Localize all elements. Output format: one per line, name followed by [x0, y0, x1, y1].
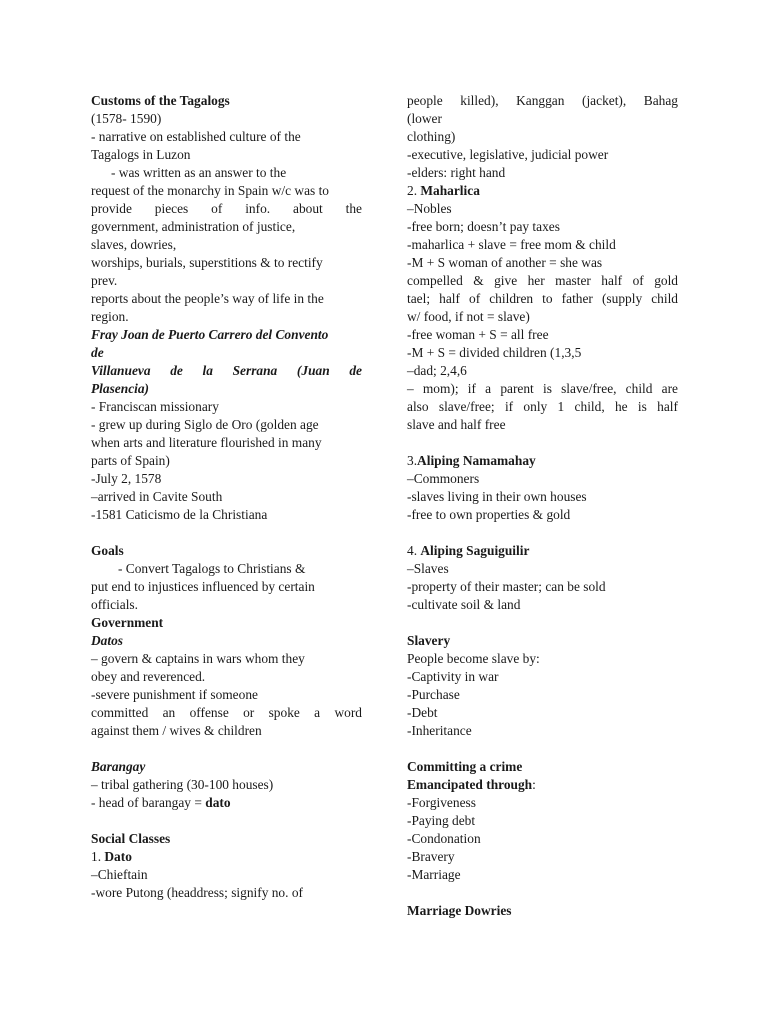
government-heading: Government: [91, 615, 164, 630]
author-line: Plasencia): [91, 381, 150, 396]
text-line: -cultivate soil & land: [407, 597, 521, 612]
list-number: 3.: [407, 453, 418, 468]
text-line: -Inheritance: [407, 723, 472, 738]
text-line: –Slaves: [407, 561, 449, 576]
barangay-heading: Barangay: [91, 759, 146, 774]
colon: :: [532, 777, 536, 792]
author-line: de: [91, 345, 104, 360]
text-line: – govern & captains in wars whom they: [91, 651, 305, 666]
namamahay-heading-line: [407, 452, 678, 470]
text-line: people killed), Kanggan (jacket), Bahag: [407, 93, 678, 108]
text-line: –arrived in Cavite South: [91, 489, 223, 504]
text-line: –dad; 2,4,6: [407, 363, 467, 378]
emancipated-heading: Emancipated through: [407, 777, 533, 792]
text-line: obey and reverenced.: [91, 669, 206, 684]
text-line: request of the monarchy in Spain w/c was to: [91, 183, 329, 198]
text-line: also slave/free; if only 1 child, he is half: [407, 399, 678, 414]
text-line: People become slave by:: [407, 651, 540, 666]
text-line: –Chieftain: [91, 867, 148, 882]
text-line: officials.: [91, 597, 138, 612]
maharlica-heading-line: [407, 182, 678, 200]
text-line: -July 2, 1578: [91, 471, 162, 486]
maharlica-heading: Maharlica: [420, 183, 480, 198]
text-line: slaves, dowries,: [91, 237, 177, 252]
list-number: 2.: [407, 183, 421, 198]
text-line: parts of Spain): [91, 453, 170, 468]
spacer: [407, 434, 678, 452]
document-title: Customs of the Tagalogs: [91, 93, 230, 108]
datos-heading: Datos: [91, 633, 123, 648]
text-line: -executive, legislative, judicial power: [407, 147, 609, 162]
text-line: -wore Putong (headdress; signify no. of: [91, 885, 303, 900]
text-line: -elders: right hand: [407, 165, 506, 180]
text-segment: - head of barangay =: [91, 795, 206, 810]
text-line: tael; half of children to father (supply child: [407, 291, 678, 306]
text-line: w/ food, if not = slave): [407, 309, 530, 324]
text-line: - narrative on established culture of the: [91, 129, 301, 144]
text-line: region.: [91, 309, 129, 324]
text-line: -severe punishment if someone: [91, 687, 258, 702]
text-line: -Bravery: [407, 849, 455, 864]
emancipated-heading-line: [407, 776, 678, 794]
years-line: (1578- 1590): [91, 111, 162, 126]
text-line: provide pieces of info. about the: [91, 201, 362, 216]
text-line: - Franciscan missionary: [91, 399, 219, 414]
spacer: [91, 524, 362, 542]
text-line: -Condonation: [407, 831, 481, 846]
text-line: –Commoners: [407, 471, 480, 486]
slavery-heading: Slavery: [407, 633, 451, 648]
committing-crime-heading: Committing a crime: [407, 759, 523, 774]
text-line: -free woman + S = all free: [407, 327, 549, 342]
text-line: put end to injustices influenced by certain: [91, 579, 315, 594]
dato-heading-line: [91, 848, 362, 866]
spacer: [407, 614, 678, 632]
left-column: [91, 92, 362, 902]
text-line: committed an offense or spoke a word: [91, 705, 362, 720]
text-line: (lower: [407, 111, 442, 126]
text-line: -Debt: [407, 705, 438, 720]
text-line: -M + S woman of another = she was: [407, 255, 603, 270]
text-line: Tagalogs in Luzon: [91, 147, 191, 162]
text-line: -free to own properties & gold: [407, 507, 571, 522]
text-line: – tribal gathering (30-100 houses): [91, 777, 274, 792]
marriage-dowries-heading: Marriage Dowries: [407, 903, 512, 918]
text-line: -slaves living in their own houses: [407, 489, 587, 504]
right-column: [407, 92, 678, 920]
list-number: 1.: [91, 849, 105, 864]
text-line: -Captivity in war: [407, 669, 499, 684]
text-line: slave and half free: [407, 417, 506, 432]
text-line: -Forgiveness: [407, 795, 476, 810]
text-line: - grew up during Siglo de Oro (golden age: [91, 417, 319, 432]
text-line: -property of their master; can be sold: [407, 579, 606, 594]
text-line: -1581 Caticismo de la Christiana: [91, 507, 268, 522]
spacer: [407, 884, 678, 902]
author-line: Villanueva de la Serrana (Juan de: [91, 363, 362, 378]
text-line: prev.: [91, 273, 118, 288]
text-line: worships, burials, superstitions & to rectify: [91, 255, 323, 270]
author-line: Fray Joan de Puerto Carrero del Convento: [91, 327, 329, 342]
text-line: -Paying debt: [407, 813, 476, 828]
text-line: clothing): [407, 129, 456, 144]
saguiguilir-heading-line: [407, 542, 678, 560]
social-classes-heading: Social Classes: [91, 831, 171, 846]
text-line: against them / wives & children: [91, 723, 262, 738]
spacer: [407, 740, 678, 758]
spacer: [407, 524, 678, 542]
text-line: [91, 794, 362, 812]
aliping-namamahay-heading: Aliping Namamahay: [417, 453, 536, 468]
spacer: [91, 812, 362, 830]
dato-heading: Dato: [104, 849, 132, 864]
text-line: -free born; doesn’t pay taxes: [407, 219, 560, 234]
text-line: -maharlica + slave = free mom & child: [407, 237, 616, 252]
text-line: –Nobles: [407, 201, 452, 216]
text-line: - was written as an answer to the: [111, 165, 287, 180]
text-line: -Purchase: [407, 687, 460, 702]
text-line: government, administration of justice,: [91, 219, 296, 234]
text-line: -M + S = divided children (1,3,5: [407, 345, 582, 360]
text-line: -Marriage: [407, 867, 461, 882]
text-line: - Convert Tagalogs to Christians &: [118, 561, 306, 576]
goals-heading: Goals: [91, 543, 124, 558]
list-number: 4.: [407, 543, 421, 558]
text-line: reports about the people’s way of life in the: [91, 291, 324, 306]
text-line: when arts and literature flourished in many: [91, 435, 322, 450]
text-line: – mom); if a parent is slave/free, child are: [407, 381, 678, 396]
aliping-saguiguilir-heading: Aliping Saguiguilir: [420, 543, 530, 558]
spacer: [91, 740, 362, 758]
bold-term: dato: [205, 795, 231, 810]
text-line: compelled & give her master half of gold: [407, 273, 678, 288]
